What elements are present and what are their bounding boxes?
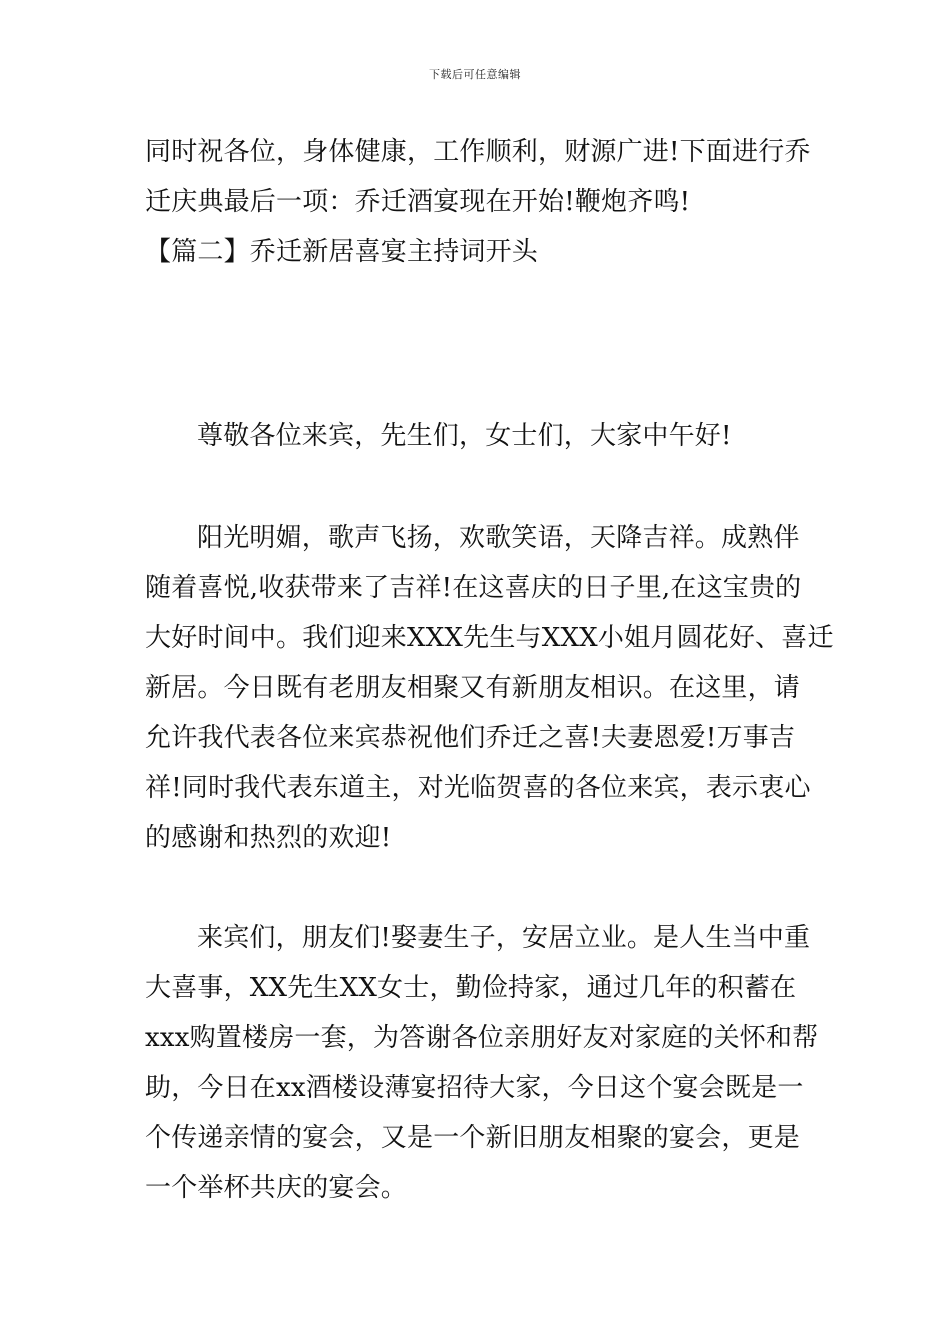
text-line: 的感谢和热烈的欢迎! [145, 823, 392, 853]
text-line: 阳光明媚，歌声飞扬，欢歌笑语，天降吉祥。成熟伴 [197, 523, 800, 553]
text-line: 一个举杯共庆的宴会。 [145, 1173, 408, 1203]
text-line: 来宾们，朋友们!娶妻生子，安居立业。是人生当中重 [197, 923, 811, 953]
spacer [145, 863, 810, 913]
page-header: 下载后可任意编辑 [429, 68, 521, 81]
text-line: 大好时间中。我们迎来XXX先生与XXX小姐月圆花好、喜迁 [145, 623, 834, 653]
spacer [145, 277, 810, 411]
text-line: 随着喜悦,收获带来了吉祥!在这喜庆的日子里,在这宝贵的 [145, 573, 802, 603]
text-line: 祥!同时我代表东道主，对光临贺喜的各位来宾，表示衷心 [145, 773, 811, 803]
text-line: 同时祝各位，身体健康，工作顺利，财源广进!下面进行乔 [145, 137, 811, 167]
greeting-line: 尊敬各位来宾，先生们，女士们，大家中午好! [197, 421, 732, 451]
text-line: 迁庆典最后一项：乔迁酒宴现在开始!鞭炮齐鸣! [145, 187, 691, 217]
document-body [145, 127, 834, 1213]
text-line: 助，今日在xx酒楼设薄宴招待大家，今日这个宴会既是一 [145, 1073, 804, 1103]
text-line: 个传递亲情的宴会，又是一个新旧朋友相聚的宴会，更是 [145, 1123, 801, 1153]
text-line: xxx购置楼房一套，为答谢各位亲朋好友对家庭的关怀和帮 [145, 1023, 819, 1053]
text-line: 大喜事，XX先生XX女士，勤俭持家，通过几年的积蓄在 [145, 973, 797, 1003]
spacer [145, 461, 810, 513]
text-line: 新居。今日既有老朋友相聚又有新朋友相识。在这里，请 [145, 673, 801, 703]
section-title: 【篇二】乔迁新居喜宴主持词开头 [145, 237, 539, 267]
text-line: 允许我代表各位来宾恭祝他们乔迁之喜!夫妻恩爱!万事吉 [145, 723, 796, 753]
